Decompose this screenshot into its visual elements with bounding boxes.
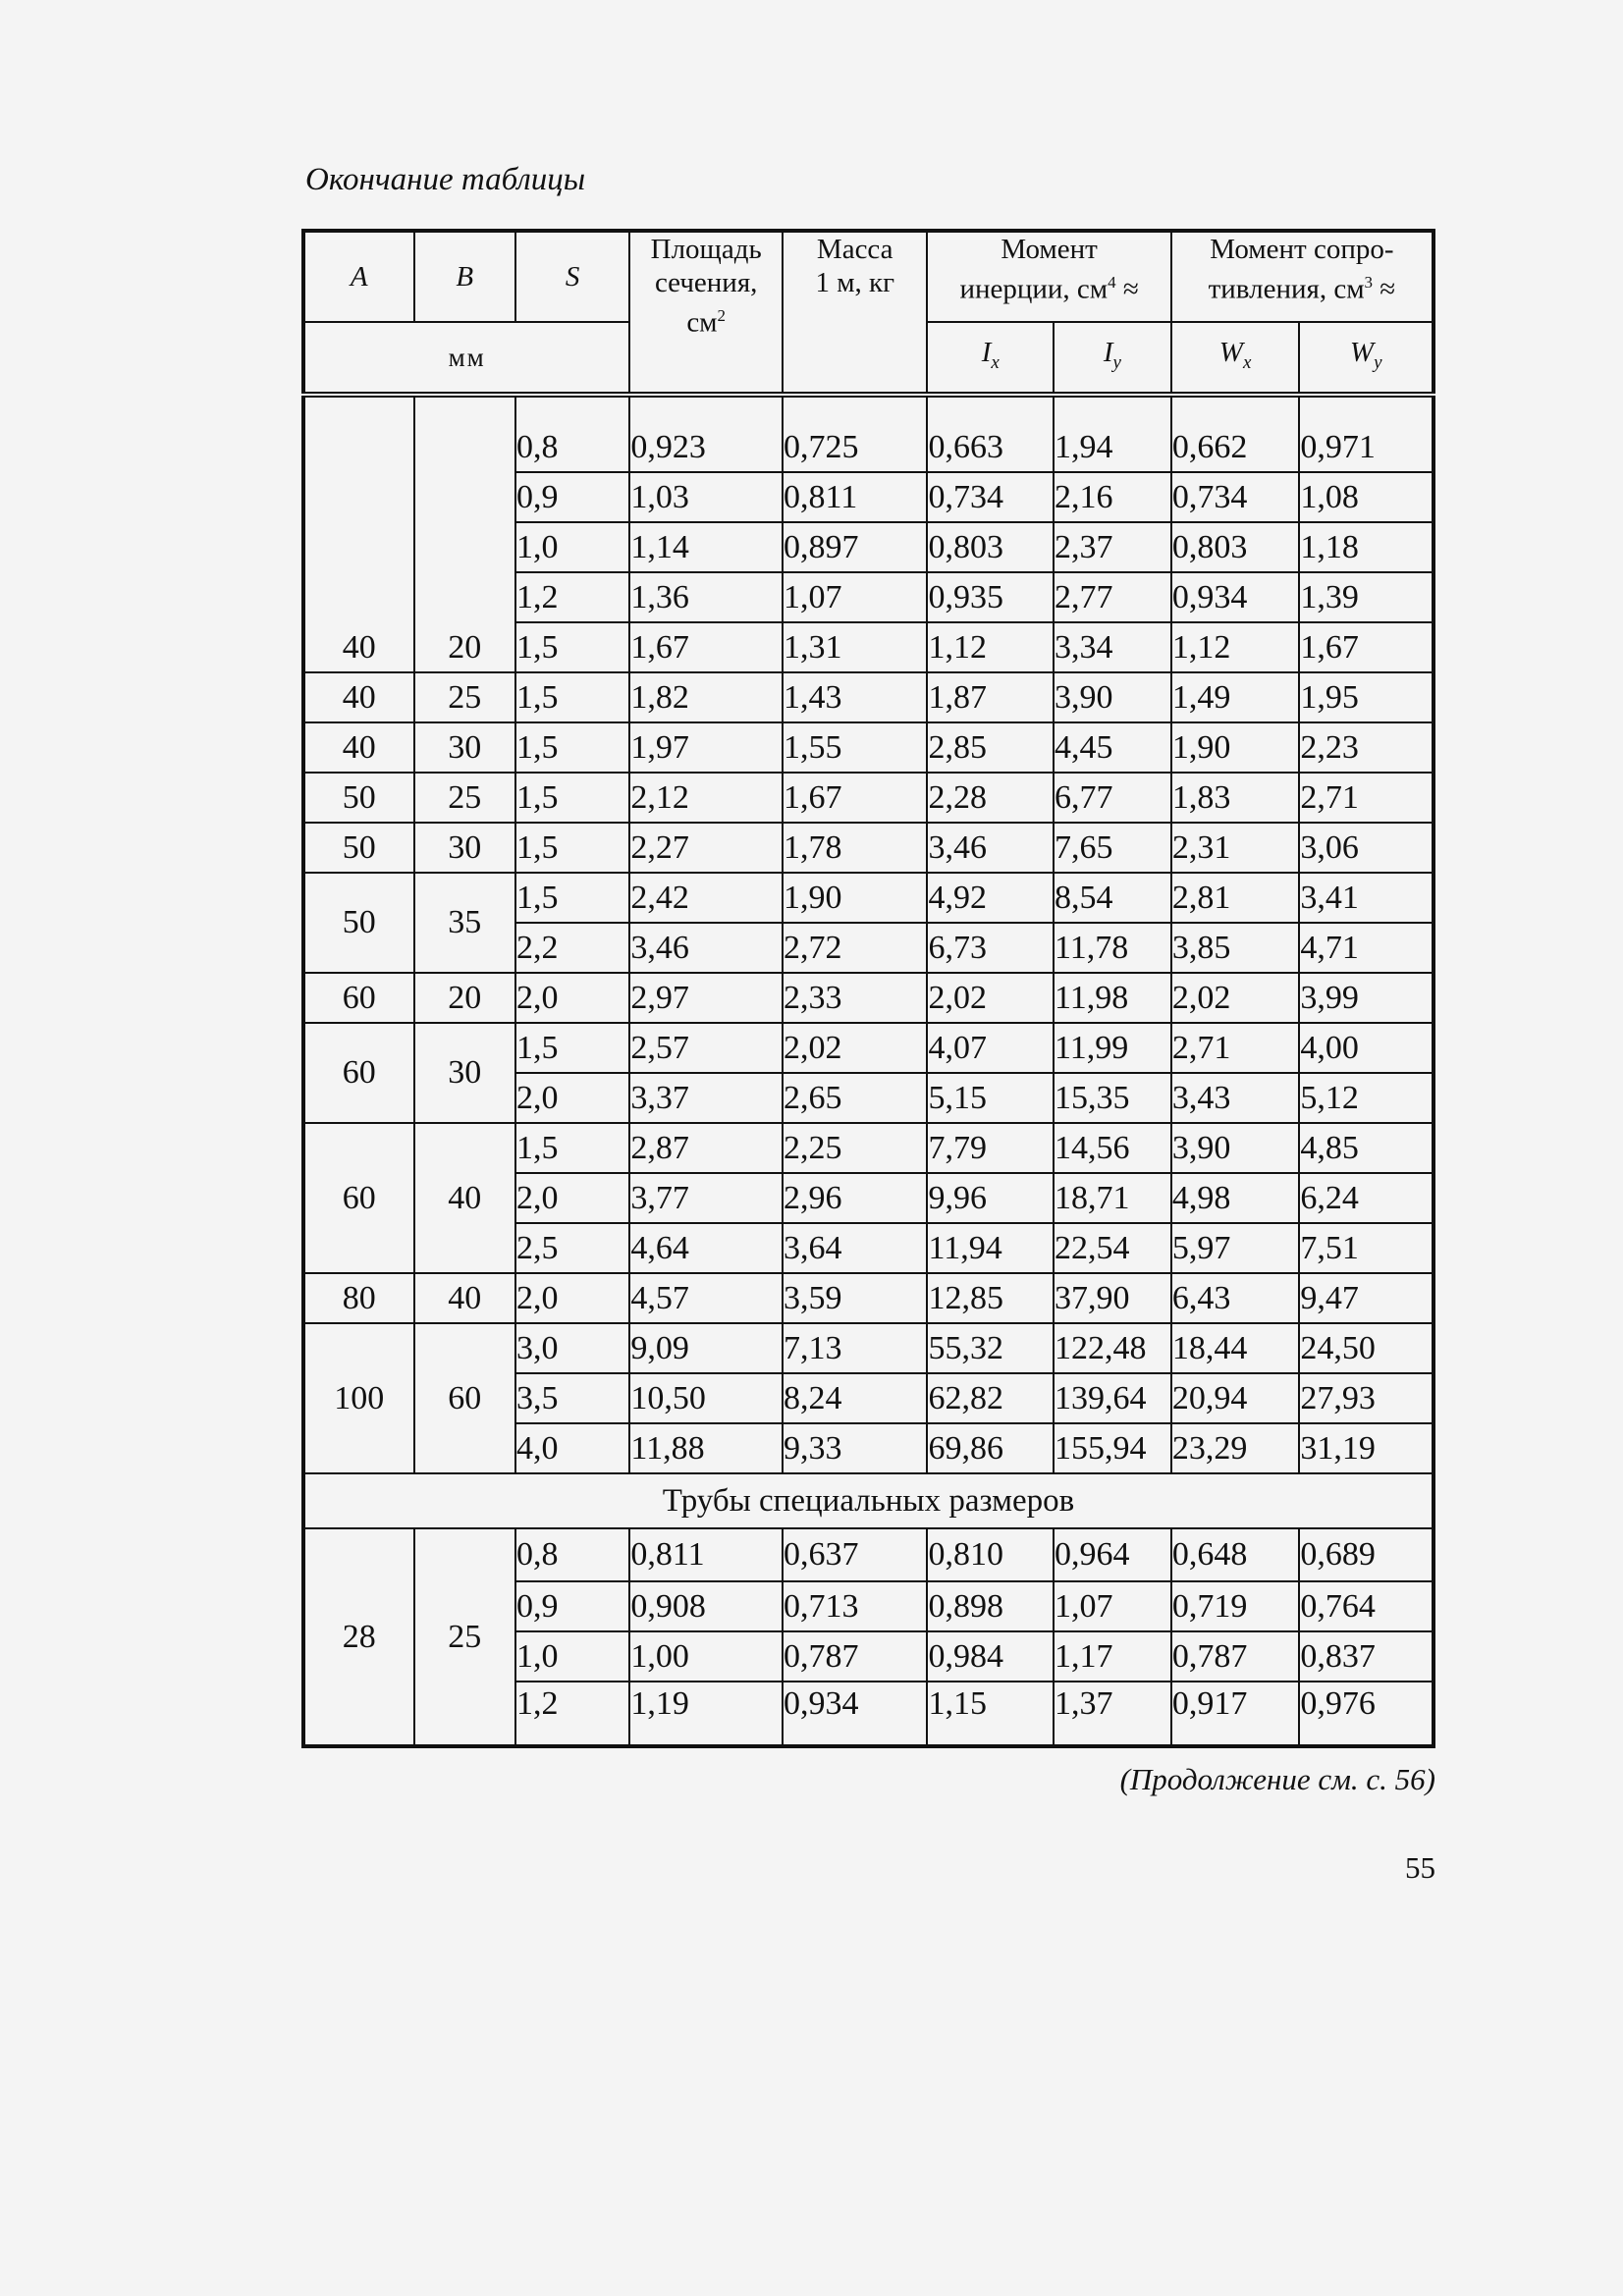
cell-area: 3,37 — [629, 1073, 783, 1123]
cell-s: 4,0 — [515, 1423, 629, 1473]
cell-iy: 14,56 — [1054, 1123, 1171, 1173]
cell-mass: 1,90 — [783, 873, 927, 923]
cell-mass: 0,725 — [783, 395, 927, 472]
cell-wy: 3,99 — [1299, 973, 1434, 1023]
cell-area: 1,00 — [629, 1631, 783, 1682]
cell-wx: 1,12 — [1171, 622, 1300, 672]
cell-wy: 3,06 — [1299, 823, 1434, 873]
cell-s: 0,9 — [515, 1581, 629, 1631]
cell-mass: 3,59 — [783, 1273, 927, 1323]
cell-area: 0,908 — [629, 1581, 783, 1631]
cell-wx: 0,719 — [1171, 1581, 1300, 1631]
cell-a: 50 — [303, 773, 414, 823]
cell-mass: 0,811 — [783, 472, 927, 522]
cell-wy: 3,41 — [1299, 873, 1434, 923]
header-resistance-unit: тивления, см — [1208, 273, 1365, 305]
cell-area: 2,97 — [629, 973, 783, 1023]
cell-mass: 1,43 — [783, 672, 927, 722]
cell-wy: 27,93 — [1299, 1373, 1434, 1423]
table-row — [303, 722, 1434, 773]
cell-wy: 6,24 — [1299, 1173, 1434, 1223]
cell-wy: 4,00 — [1299, 1023, 1434, 1073]
cell-area: 1,67 — [629, 622, 783, 672]
cell-wy: 1,18 — [1299, 522, 1434, 572]
cell-mass: 2,96 — [783, 1173, 927, 1223]
cell-ix: 3,46 — [927, 823, 1054, 873]
cell-iy: 1,94 — [1054, 395, 1171, 472]
header-wy — [1299, 322, 1434, 395]
cell-ix: 0,898 — [927, 1581, 1054, 1631]
header-iy-letter: I — [1103, 336, 1113, 368]
cell-mass: 0,713 — [783, 1581, 927, 1631]
cell-s: 3,0 — [515, 1323, 629, 1373]
header-inertia-unit: инерции, см — [959, 273, 1109, 305]
cell-mass: 0,934 — [783, 1682, 927, 1746]
cell-ix: 9,96 — [927, 1173, 1054, 1223]
cell-area: 4,57 — [629, 1273, 783, 1323]
cell-b: 30 — [414, 823, 515, 873]
cell-wx: 3,43 — [1171, 1073, 1300, 1123]
cell-s: 1,5 — [515, 622, 629, 672]
cell-wy: 31,19 — [1299, 1423, 1434, 1473]
cell-wx: 1,90 — [1171, 722, 1300, 773]
table-row — [303, 1323, 1434, 1373]
cell-s: 1,2 — [515, 1682, 629, 1746]
pipe-dimensions-table — [301, 229, 1435, 1748]
cell-wx: 0,648 — [1171, 1528, 1300, 1581]
table-body — [303, 395, 1434, 1746]
cell-iy: 1,37 — [1054, 1682, 1171, 1746]
cell-ix: 7,79 — [927, 1123, 1054, 1173]
cell-b: 40 — [414, 1273, 515, 1323]
cell-a: 40 — [303, 672, 414, 722]
cell-s: 1,5 — [515, 672, 629, 722]
cell-area: 9,09 — [629, 1323, 783, 1373]
header-resistance-sup: 3 — [1364, 273, 1374, 292]
cell-b: 40 — [414, 1123, 515, 1273]
cell-wy: 4,71 — [1299, 923, 1434, 973]
cell-mass: 9,33 — [783, 1423, 927, 1473]
section-row — [303, 1473, 1434, 1528]
cell-wy: 5,12 — [1299, 1073, 1434, 1123]
header-inertia-line2 — [928, 266, 1169, 306]
cell-iy: 122,48 — [1054, 1323, 1171, 1373]
cell-wx: 0,917 — [1171, 1682, 1300, 1746]
table-caption: Окончание таблицы — [305, 162, 586, 197]
header-area-line3 — [630, 299, 782, 340]
cell-iy: 139,64 — [1054, 1373, 1171, 1423]
cell-ix: 2,02 — [927, 973, 1054, 1023]
header-b: B — [414, 231, 515, 322]
cell-b: 30 — [414, 1023, 515, 1123]
cell-area: 2,27 — [629, 823, 783, 873]
cell-s: 1,2 — [515, 572, 629, 622]
header-s: S — [515, 231, 629, 322]
cell-wx: 2,71 — [1171, 1023, 1300, 1073]
cell-wy: 0,837 — [1299, 1631, 1434, 1682]
cell-ix: 4,07 — [927, 1023, 1054, 1073]
cell-mass: 7,13 — [783, 1323, 927, 1373]
cell-iy: 1,17 — [1054, 1631, 1171, 1682]
cell-b: 25 — [414, 672, 515, 722]
cell-wy: 1,67 — [1299, 622, 1434, 672]
header-wy-letter: W — [1349, 336, 1375, 368]
cell-iy: 18,71 — [1054, 1173, 1171, 1223]
cell-wy: 0,971 — [1299, 395, 1434, 472]
header-area-sup: 2 — [717, 306, 727, 325]
cell-ix: 2,85 — [927, 722, 1054, 773]
cell-mass: 2,25 — [783, 1123, 927, 1173]
cell-mass: 0,637 — [783, 1528, 927, 1581]
table-row — [303, 973, 1434, 1023]
cell-a: 28 — [303, 1528, 414, 1746]
cell-area: 1,14 — [629, 522, 783, 572]
cell-wx: 1,83 — [1171, 773, 1300, 823]
header-ix-sub: x — [991, 351, 1000, 373]
cell-a: 80 — [303, 1273, 414, 1323]
cell-s: 1,5 — [515, 873, 629, 923]
cell-s: 2,0 — [515, 1073, 629, 1123]
cell-b: 35 — [414, 873, 515, 973]
cell-wy: 1,39 — [1299, 572, 1434, 622]
cell-s: 2,0 — [515, 973, 629, 1023]
header-area-line1: Площадь — [650, 234, 762, 265]
cell-wy: 0,764 — [1299, 1581, 1434, 1631]
cell-iy: 7,65 — [1054, 823, 1171, 873]
cell-iy: 6,77 — [1054, 773, 1171, 823]
cell-area: 1,03 — [629, 472, 783, 522]
cell-wy: 0,976 — [1299, 1682, 1434, 1746]
cell-wx: 3,85 — [1171, 923, 1300, 973]
cell-area: 0,923 — [629, 395, 783, 472]
cell-wy: 2,71 — [1299, 773, 1434, 823]
cell-wx: 2,81 — [1171, 873, 1300, 923]
table-row — [303, 672, 1434, 722]
cell-area: 1,36 — [629, 572, 783, 622]
header-area — [629, 231, 783, 395]
header-inertia-approx: ≈ — [1122, 273, 1139, 305]
cell-ix: 0,810 — [927, 1528, 1054, 1581]
header-iy — [1054, 322, 1171, 395]
cell-mass: 2,65 — [783, 1073, 927, 1123]
cell-iy: 22,54 — [1054, 1223, 1171, 1273]
cell-wx: 0,803 — [1171, 522, 1300, 572]
cell-area: 3,77 — [629, 1173, 783, 1223]
header-ix-letter: I — [981, 336, 992, 368]
cell-wy: 24,50 — [1299, 1323, 1434, 1373]
cell-iy: 4,45 — [1054, 722, 1171, 773]
cell-iy: 15,35 — [1054, 1073, 1171, 1123]
cell-a: 100 — [303, 1323, 414, 1473]
cell-area: 1,82 — [629, 672, 783, 722]
header-wx-sub: x — [1242, 351, 1252, 373]
cell-area: 4,64 — [629, 1223, 783, 1273]
cell-ix: 0,734 — [927, 472, 1054, 522]
cell-mass: 1,55 — [783, 722, 927, 773]
cell-area: 3,46 — [629, 923, 783, 973]
cell-s: 2,0 — [515, 1273, 629, 1323]
cell-ix: 6,73 — [927, 923, 1054, 973]
cell-wx: 2,02 — [1171, 973, 1300, 1023]
cell-iy: 3,90 — [1054, 672, 1171, 722]
table-row — [303, 1528, 1434, 1581]
cell-mass: 8,24 — [783, 1373, 927, 1423]
cell-iy: 3,34 — [1054, 622, 1171, 672]
header-iy-sub: y — [1112, 351, 1121, 373]
cell-b: 30 — [414, 722, 515, 773]
table-row — [303, 823, 1434, 873]
cell-s: 0,8 — [515, 1528, 629, 1581]
table-row — [303, 1123, 1434, 1173]
cell-b: 25 — [414, 773, 515, 823]
header-inertia-sup: 4 — [1108, 273, 1116, 292]
cell-mass: 0,787 — [783, 1631, 927, 1682]
table-row — [303, 873, 1434, 923]
page-number: 55 — [1405, 1850, 1435, 1885]
cell-s: 1,5 — [515, 823, 629, 873]
cell-iy: 11,78 — [1054, 923, 1171, 973]
header-inertia-line1: Момент — [1001, 234, 1098, 265]
header-resistance-line1: Момент сопро- — [1210, 234, 1394, 265]
header-inertia — [927, 231, 1170, 322]
header-area-unit: см — [686, 306, 718, 339]
header-area-line2: сечения, — [654, 267, 758, 298]
cell-iy: 37,90 — [1054, 1273, 1171, 1323]
cell-mass: 1,78 — [783, 823, 927, 873]
cell-s: 1,5 — [515, 1023, 629, 1073]
cell-a: 60 — [303, 1123, 414, 1273]
cell-a: 40 — [303, 395, 414, 672]
table-row — [303, 395, 1434, 472]
cell-a: 40 — [303, 722, 414, 773]
cell-wy: 0,689 — [1299, 1528, 1434, 1581]
cell-area: 2,42 — [629, 873, 783, 923]
cell-a: 60 — [303, 1023, 414, 1123]
cell-wy: 9,47 — [1299, 1273, 1434, 1323]
cell-wx: 5,97 — [1171, 1223, 1300, 1273]
table-row — [303, 773, 1434, 823]
cell-area: 2,12 — [629, 773, 783, 823]
cell-s: 1,5 — [515, 1123, 629, 1173]
cell-ix: 55,32 — [927, 1323, 1054, 1373]
cell-ix: 5,15 — [927, 1073, 1054, 1123]
cell-s: 0,9 — [515, 472, 629, 522]
cell-wx: 6,43 — [1171, 1273, 1300, 1323]
cell-ix: 1,15 — [927, 1682, 1054, 1746]
header-resistance-line2 — [1172, 266, 1432, 306]
cell-iy: 11,98 — [1054, 973, 1171, 1023]
header-a: A — [303, 231, 414, 322]
table-header — [303, 231, 1434, 395]
continued-note: (Продолжение см. с. 56) — [1119, 1762, 1435, 1796]
cell-wy: 2,23 — [1299, 722, 1434, 773]
cell-area: 2,87 — [629, 1123, 783, 1173]
cell-area: 10,50 — [629, 1373, 783, 1423]
cell-iy: 0,964 — [1054, 1528, 1171, 1581]
cell-iy: 2,37 — [1054, 522, 1171, 572]
cell-s: 3,5 — [515, 1373, 629, 1423]
cell-wx: 2,31 — [1171, 823, 1300, 873]
table-row — [303, 1273, 1434, 1323]
cell-ix: 4,92 — [927, 873, 1054, 923]
table-row — [303, 1023, 1434, 1073]
cell-s: 2,2 — [515, 923, 629, 973]
cell-wy: 1,95 — [1299, 672, 1434, 722]
cell-wx: 0,787 — [1171, 1631, 1300, 1682]
cell-b: 20 — [414, 395, 515, 672]
header-wy-sub: y — [1374, 351, 1382, 373]
cell-ix: 0,803 — [927, 522, 1054, 572]
cell-a: 50 — [303, 823, 414, 873]
header-mass-line2: 1 м, кг — [815, 267, 895, 298]
header-mass — [783, 231, 927, 395]
cell-area: 2,57 — [629, 1023, 783, 1073]
cell-ix: 69,86 — [927, 1423, 1054, 1473]
cell-wx: 0,662 — [1171, 395, 1300, 472]
cell-mass: 2,72 — [783, 923, 927, 973]
cell-area: 11,88 — [629, 1423, 783, 1473]
cell-wx: 0,734 — [1171, 472, 1300, 522]
cell-iy: 155,94 — [1054, 1423, 1171, 1473]
cell-wy: 4,85 — [1299, 1123, 1434, 1173]
cell-b: 20 — [414, 973, 515, 1023]
cell-iy: 11,99 — [1054, 1023, 1171, 1073]
cell-wy: 7,51 — [1299, 1223, 1434, 1273]
cell-s: 1,0 — [515, 522, 629, 572]
cell-iy: 1,07 — [1054, 1581, 1171, 1631]
cell-ix: 0,984 — [927, 1631, 1054, 1682]
cell-mass: 2,33 — [783, 973, 927, 1023]
cell-s: 2,5 — [515, 1223, 629, 1273]
cell-area: 0,811 — [629, 1528, 783, 1581]
cell-wx: 18,44 — [1171, 1323, 1300, 1373]
cell-ix: 12,85 — [927, 1273, 1054, 1323]
cell-ix: 2,28 — [927, 773, 1054, 823]
section-title: Трубы специальных размеров — [303, 1473, 1434, 1528]
header-units-mm: мм — [303, 322, 629, 395]
header-ix — [927, 322, 1054, 395]
header-resistance-approx: ≈ — [1380, 273, 1396, 305]
cell-wx: 3,90 — [1171, 1123, 1300, 1173]
cell-s: 1,5 — [515, 773, 629, 823]
cell-b: 25 — [414, 1528, 515, 1746]
cell-area: 1,97 — [629, 722, 783, 773]
cell-iy: 2,77 — [1054, 572, 1171, 622]
cell-wx: 1,49 — [1171, 672, 1300, 722]
cell-mass: 1,67 — [783, 773, 927, 823]
cell-wy: 1,08 — [1299, 472, 1434, 522]
cell-a: 60 — [303, 973, 414, 1023]
cell-iy: 8,54 — [1054, 873, 1171, 923]
cell-wx: 23,29 — [1171, 1423, 1300, 1473]
cell-wx: 0,934 — [1171, 572, 1300, 622]
cell-ix: 0,935 — [927, 572, 1054, 622]
cell-mass: 3,64 — [783, 1223, 927, 1273]
cell-wx: 4,98 — [1171, 1173, 1300, 1223]
header-mass-line1: Масса — [816, 234, 893, 265]
cell-mass: 1,31 — [783, 622, 927, 672]
cell-area: 1,19 — [629, 1682, 783, 1746]
header-wx-letter: W — [1218, 336, 1243, 368]
cell-mass: 1,07 — [783, 572, 927, 622]
cell-mass: 2,02 — [783, 1023, 927, 1073]
cell-ix: 62,82 — [927, 1373, 1054, 1423]
cell-s: 2,0 — [515, 1173, 629, 1223]
cell-ix: 1,87 — [927, 672, 1054, 722]
cell-wx: 20,94 — [1171, 1373, 1300, 1423]
cell-s: 0,8 — [515, 395, 629, 472]
cell-mass: 0,897 — [783, 522, 927, 572]
cell-ix: 1,12 — [927, 622, 1054, 672]
cell-b: 60 — [414, 1323, 515, 1473]
header-wx — [1171, 322, 1300, 395]
header-resistance — [1171, 231, 1434, 322]
cell-ix: 0,663 — [927, 395, 1054, 472]
cell-s: 1,0 — [515, 1631, 629, 1682]
cell-s: 1,5 — [515, 722, 629, 773]
cell-a: 50 — [303, 873, 414, 973]
cell-ix: 11,94 — [927, 1223, 1054, 1273]
cell-iy: 2,16 — [1054, 472, 1171, 522]
